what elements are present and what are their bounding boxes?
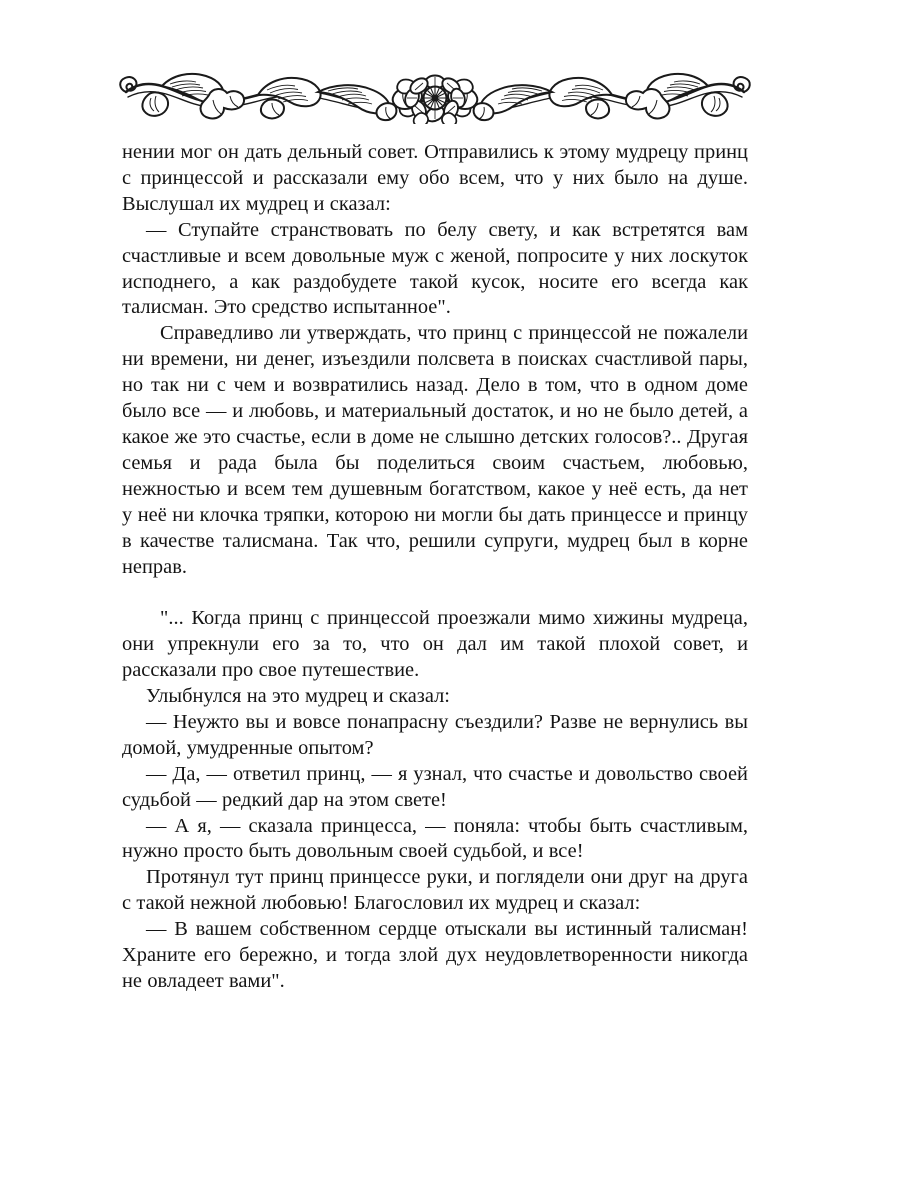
paragraph: — В вашем собственном сердце отыскали вы истинный талисман! Храните его бережно, и тогда злой дух неудовлетворенности никогда не овладеет вами". [122,918,748,992]
paragraph: "... Когда принц с принцессой проезжали мимо хижины мудреца, они упрекнули его за то, что он дал им такой плохой совет, и рассказали про свое путешествие. [122,607,748,682]
paragraph: Улыбнулся на это мудрец и сказал: [146,685,450,708]
paragraph: — Неужто вы и вовсе понапрасну съездили? Разве не вернулись вы домой, умудренные опытом? [122,710,748,759]
paragraph: нении мог он дать дельный совет. Отправились к этому мудрецу принц с принцессой и рассказали ему обо всем, что у них было на душе. Выслушал их мудрец и сказал: [122,141,748,215]
central-rosette-icon [403,75,467,124]
header-ornament [118,62,752,124]
paragraph-spacer [122,580,748,606]
paragraph: — Ступайте странствовать по белу свету, и как встретятся вам счастливые и всем довольные муж с женой, попросите у них лоскуток исподнего, а как раздобудете такой кусок, носите его всегда как талисман. Это средство испытанное". [122,218,748,319]
paragraph: — Да, — ответил принц, — я узнал, что счастье и довольство своей судьбой — редкий дар на этом свете! [122,762,748,811]
paragraph: — А я, — сказала принцесса, — поняла: чтобы быть счастливым, нужно просто быть довольным своей судьбой, и все! [122,814,748,863]
floral-acanthus-vignette-icon [118,62,752,124]
paragraph: Протянул тут принц принцессе руки, и поглядели они друг на друга с такой нежной любовью! Благословил их мудрец и сказал: [122,866,748,915]
paragraph: Справедливо ли утверждать, что принц с принцессой не пожалели ни времени, ни денег, изъездили полсвета в поисках счастливой пары, но так ни с чем и возвратились назад. Дело в том, что в одном доме было все — и любовь, и материальный достаток, и но не было детей, а какое же это счастье, если в доме не слышно детских голосов?.. Другая семья и рада была бы поделиться своим счастьем, любовью, нежностью и всем тем душевным богатством, какое у неё есть, да нет у неё ни клочка тряпки, которою ни могли бы дать принцессе и принцу в качестве талисмана. Так что, решили супруги, мудрец был в корне неправ. [122,322,748,578]
page-text-block [122,140,748,995]
